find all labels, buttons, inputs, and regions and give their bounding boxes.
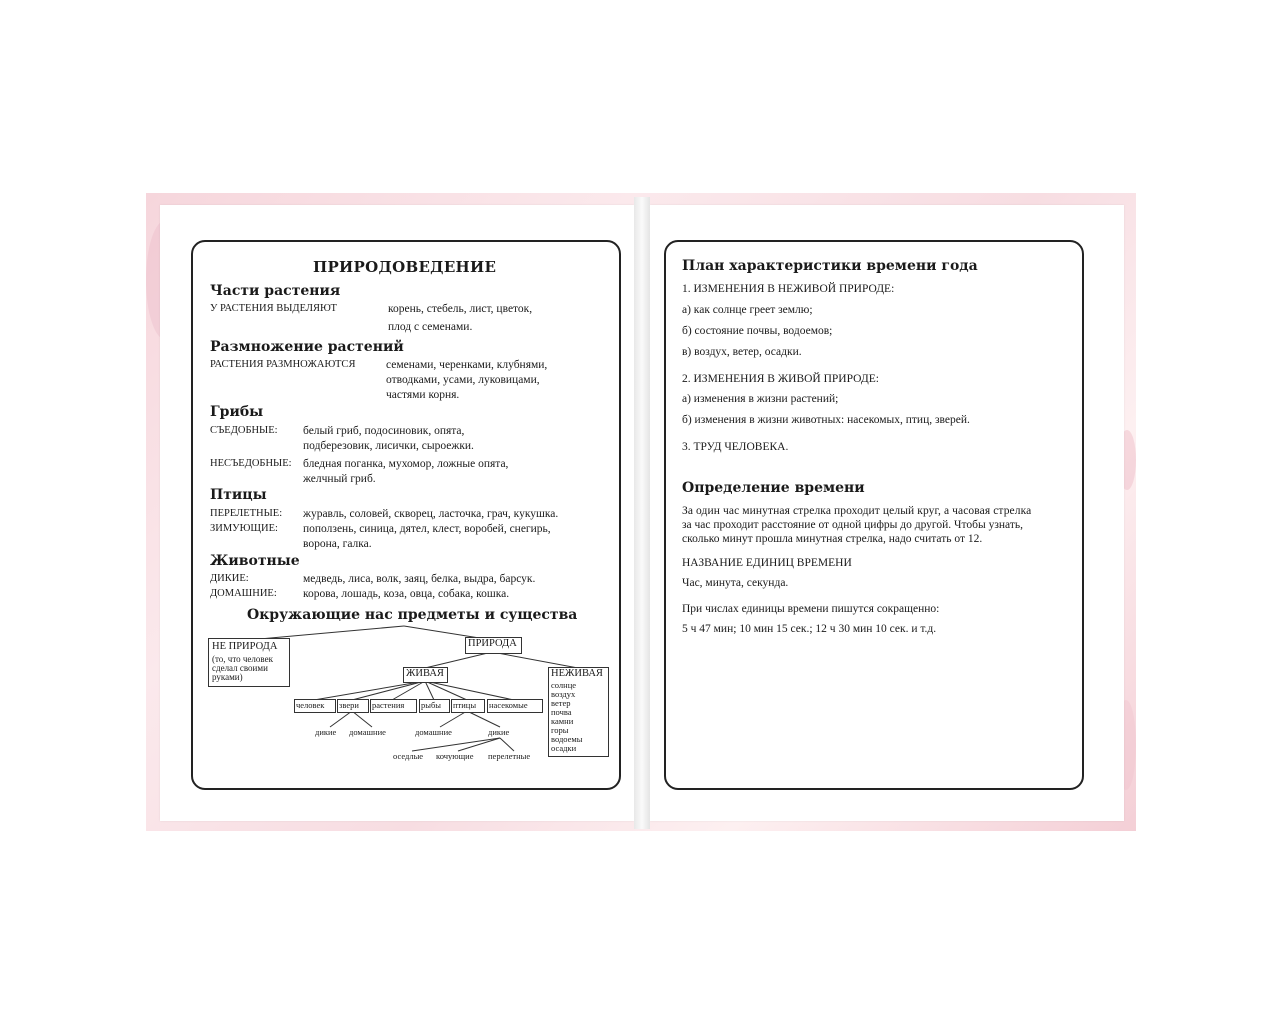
edible-line: белый гриб, подосиновик, опята, xyxy=(303,425,465,437)
winter-label: ЗИМУЮЩИЕ: xyxy=(210,523,278,534)
living-item: растения xyxy=(372,700,405,710)
reproduction-line: семенами, черенками, клубнями, xyxy=(386,359,548,371)
living-item: звери xyxy=(339,700,359,710)
units-heading: НАЗВАНИЕ ЕДИНИЦ ВРЕМЕНИ xyxy=(682,557,852,569)
living-item: рыбы xyxy=(421,700,441,710)
parts-line: корень, стебель, лист, цветок, xyxy=(388,303,533,315)
node-not-nature-note: руками) xyxy=(212,672,243,682)
page-title: ПРИРОДОВЕДЕНИЕ xyxy=(313,258,497,276)
parts-line: плод с семенами. xyxy=(388,321,473,333)
edible-line: подберезовик, лисички, сыроежки. xyxy=(303,440,474,452)
section-heading-mushrooms: Грибы xyxy=(210,404,264,420)
reproduction-line: отводками, усами, луковицами, xyxy=(386,374,540,386)
node-living-label: ЖИВАЯ xyxy=(406,668,444,679)
beasts-domestic: домашние xyxy=(349,727,386,737)
nonliving-item: камни xyxy=(551,716,574,726)
time-heading: Определение времени xyxy=(682,480,865,496)
living-item: человек xyxy=(296,700,325,710)
reproduction-line: частями корня. xyxy=(386,389,460,401)
node-nature-label: ПРИРОДА xyxy=(468,638,517,649)
section-heading-parts: Части растения xyxy=(210,283,341,299)
plan-item: в) воздух, ветер, осадки. xyxy=(682,346,802,358)
plan-section: 3. ТРУД ЧЕЛОВЕКА. xyxy=(682,441,789,453)
birds-wild: дикие xyxy=(488,727,510,737)
nonliving-item: почва xyxy=(551,707,572,717)
winter-line: ворона, галка. xyxy=(303,538,372,550)
migratory-line: журавль, соловей, скворец, ласточка, грач, кукушка. xyxy=(303,508,559,520)
nonliving-item: водоемы xyxy=(551,734,583,744)
node-not-nature-label: НЕ ПРИРОДА xyxy=(212,641,278,652)
nonliving-item: осадки xyxy=(551,743,577,753)
wild-birds-item: оседлые xyxy=(393,751,424,761)
plan-item: б) изменения в жизни животных: насекомых, птиц, зверей. xyxy=(682,414,970,426)
winter-line: поползень, синица, дятел, клест, воробей, снегирь, xyxy=(303,523,551,535)
wild-birds-item: кочующие xyxy=(436,751,474,761)
migratory-label: ПЕРЕЛЕТНЫЕ: xyxy=(210,508,283,519)
wild-line: медведь, лиса, волк, заяц, белка, выдра, барсук. xyxy=(303,573,536,585)
time-paragraph-line: сколько минут прошла минутная стрелка, надо считать от 12. xyxy=(682,533,983,545)
inedible-label: НЕСЪЕДОБНЫЕ: xyxy=(210,458,292,469)
diagram-heading: Окружающие нас предметы и существа xyxy=(247,607,578,623)
living-item: птицы xyxy=(453,700,477,710)
wild-birds-item: перелетные xyxy=(488,751,531,761)
units-text: Час, минута, секунда. xyxy=(682,577,789,589)
plan-item: а) как солнце греет землю; xyxy=(682,304,813,316)
nonliving-item: ветер xyxy=(551,698,571,708)
node-not-nature-note: сделал своими xyxy=(212,663,268,673)
nonliving-item: солнце xyxy=(551,680,577,690)
section-heading-reproduction: Размножение растений xyxy=(210,339,404,355)
nonliving-item: горы xyxy=(551,725,569,735)
time-paragraph-line: За один час минутная стрелка проходит целый круг, а часовая стрелка xyxy=(682,505,1032,517)
living-item: насекомые xyxy=(489,700,528,710)
node-not-nature-note: (то, что человек xyxy=(212,654,273,664)
plan-item: а) изменения в жизни растений; xyxy=(682,393,839,405)
abbr-example: 5 ч 47 мин; 10 мин 15 сек.; 12 ч 30 мин 10 сек. и т.д. xyxy=(682,623,937,635)
plan-section: 2. ИЗМЕНЕНИЯ В ЖИВОЙ ПРИРОДЕ: xyxy=(682,373,879,385)
parts-label: У РАСТЕНИЯ ВЫДЕЛЯЮТ xyxy=(210,303,337,314)
plan-item: б) состояние почвы, водоемов; xyxy=(682,325,833,337)
time-paragraph-line: за час проходит расстояние от одной цифры до другой. Чтобы узнать, xyxy=(682,519,1023,531)
wild-label: ДИКИЕ: xyxy=(210,573,249,584)
reproduction-label: РАСТЕНИЯ РАЗМНОЖАЮТСЯ xyxy=(210,359,356,370)
nonliving-item: воздух xyxy=(551,689,576,699)
abbr-note: При числах единицы времени пишутся сокращенно: xyxy=(682,603,940,615)
inedible-line: бледная поганка, мухомор, ложные опята, xyxy=(303,458,509,470)
inedible-line: желчный гриб. xyxy=(303,473,376,485)
node-nonliving-label: НЕЖИВАЯ xyxy=(551,668,603,679)
domestic-label: ДОМАШНИЕ: xyxy=(210,588,277,599)
section-heading-birds: Птицы xyxy=(210,487,267,503)
plan-heading: План характеристики времени года xyxy=(682,258,978,274)
birds-domestic: домашние xyxy=(415,727,452,737)
plan-section: 1. ИЗМЕНЕНИЯ В НЕЖИВОЙ ПРИРОДЕ: xyxy=(682,283,895,295)
domestic-line: корова, лошадь, коза, овца, собака, кошка. xyxy=(303,588,510,600)
edible-label: СЪЕДОБНЫЕ: xyxy=(210,425,278,436)
beasts-wild: дикие xyxy=(315,727,337,737)
section-heading-animals: Животные xyxy=(210,553,300,569)
